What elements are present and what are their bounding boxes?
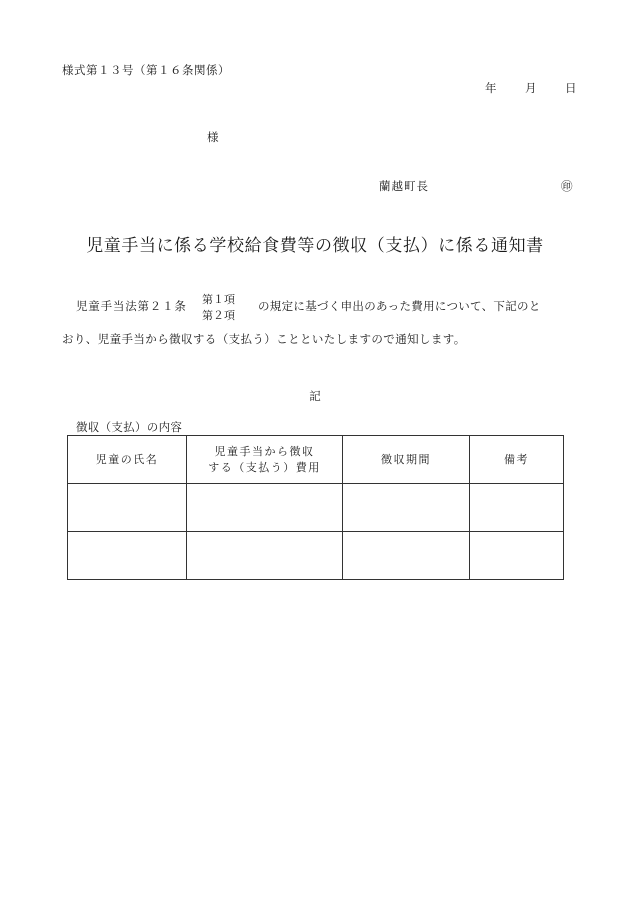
header-line: する（支払う）費用 (208, 460, 321, 474)
detail-table (67, 435, 564, 580)
ki-heading: 記 (309, 389, 321, 403)
table-cell (187, 532, 343, 580)
date-year-label: 年 (485, 81, 497, 95)
seal-mark: ㊞ (561, 179, 573, 193)
table-cell (187, 484, 343, 532)
body-line2: おり、児童手当から徴収する（支払う）ことといたしますので通知します。 (62, 332, 466, 346)
form-number: 様式第１３号（第１６条関係） (62, 63, 230, 77)
table-row (68, 484, 564, 532)
table-header-row (68, 436, 564, 484)
table-cell (68, 484, 187, 532)
table-cell (470, 484, 564, 532)
table-cell (470, 532, 564, 580)
header-fee (187, 436, 343, 484)
header-child-name (68, 436, 187, 484)
clause-option-1: 第１項 (202, 293, 235, 306)
header-line: 児童手当から徴収 (214, 444, 315, 458)
date-month-label: 月 (525, 81, 537, 95)
body-line1-suffix: の規定に基づく申出のあった費用について、下記のと (258, 299, 541, 313)
table-cell (68, 532, 187, 580)
date-day-label: 日 (565, 81, 577, 95)
body-prefix: 児童手当法第２１条 (76, 299, 187, 313)
addressee-suffix: 様 (207, 130, 219, 144)
header-line: 備考 (504, 452, 529, 466)
header-line: 児童の氏名 (95, 452, 159, 466)
table-row (68, 532, 564, 580)
issuer-name: 蘭越町長 (379, 179, 429, 193)
document-title: 児童手当に係る学校給食費等の徴収（支払）に係る通知書 (86, 236, 544, 256)
table-cell (343, 532, 470, 580)
header-period (343, 436, 470, 484)
header-remarks (470, 436, 564, 484)
table-cell (343, 484, 470, 532)
header-line: 徴収期間 (381, 452, 431, 466)
table-caption: 徴収（支払）の内容 (76, 420, 183, 434)
clause-option-2: 第２項 (202, 309, 235, 322)
